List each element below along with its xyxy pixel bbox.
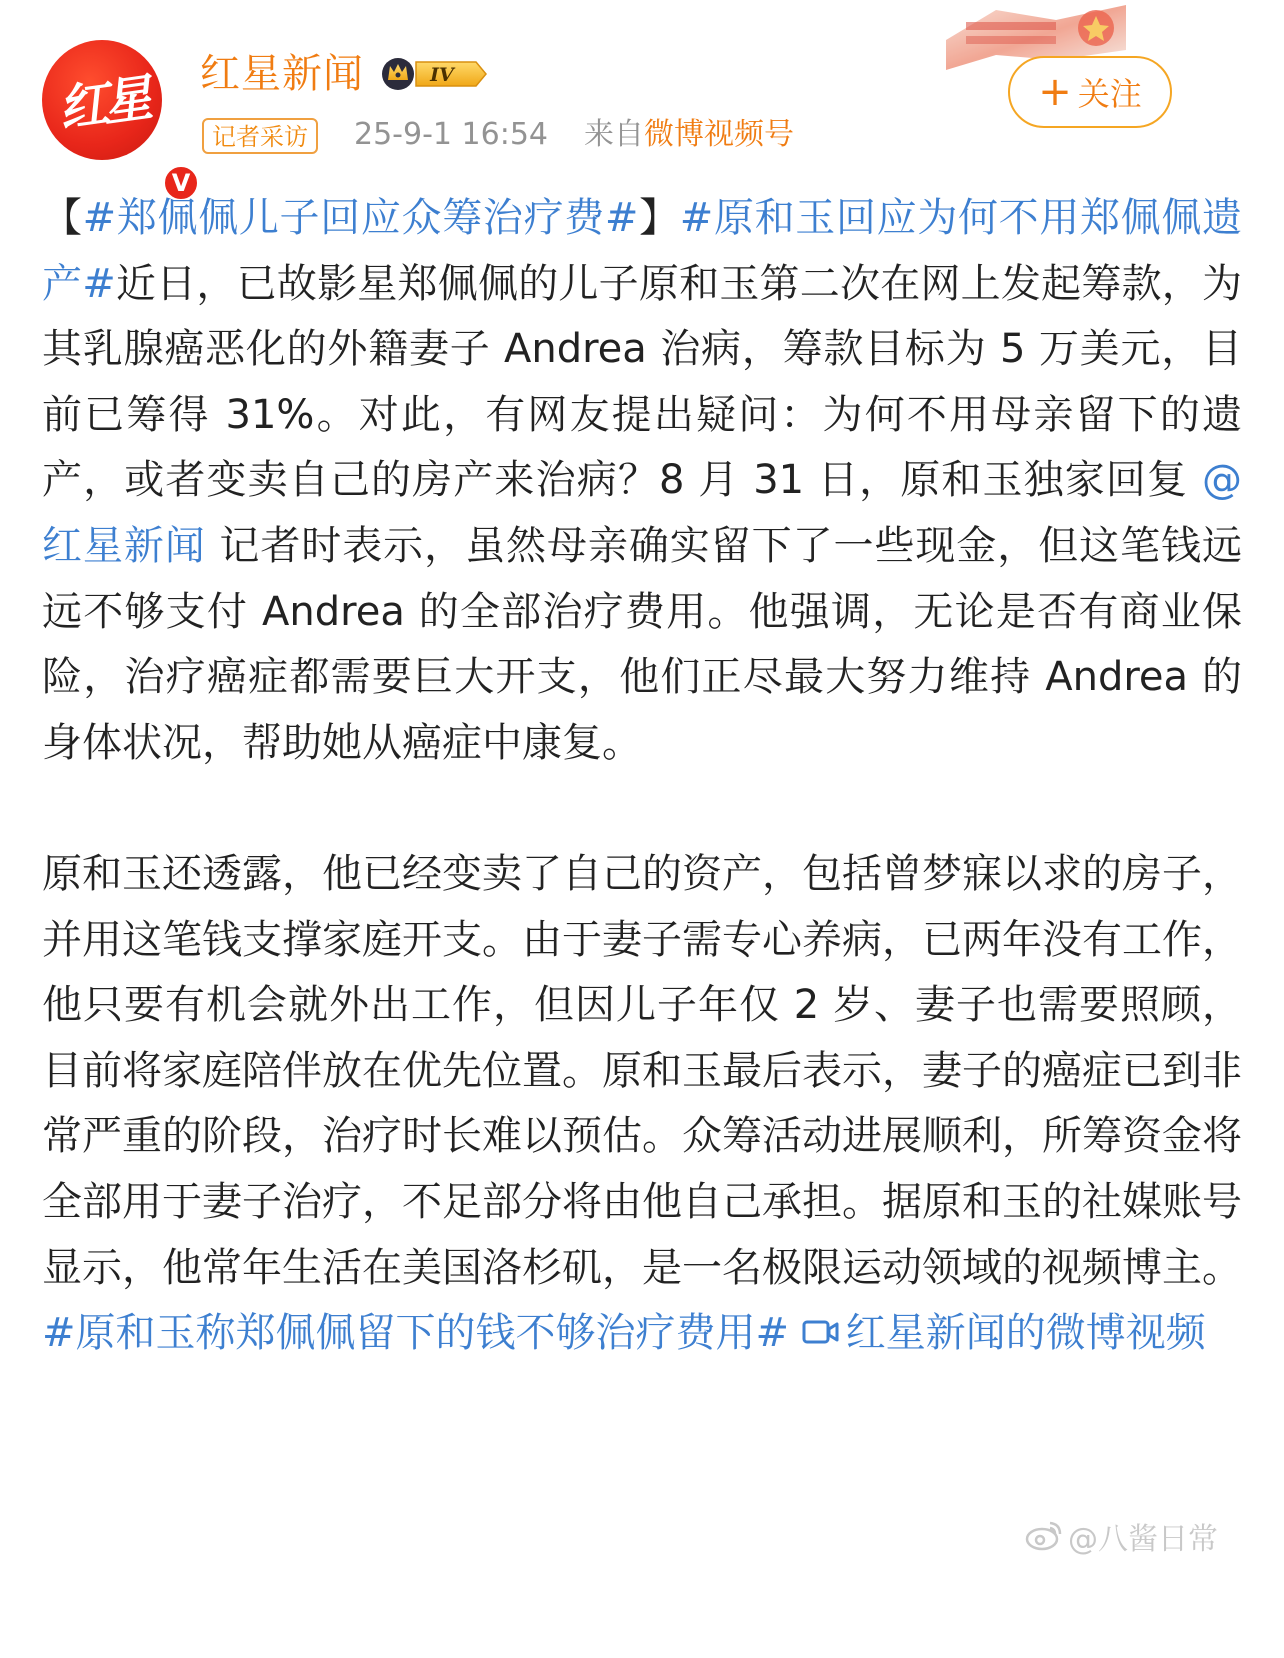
paragraph-2 [42,842,1242,1367]
watermark-text: @八酱日常 [1068,1522,1218,1557]
post-time: 25-9-1 16:54 [354,117,548,152]
source-link[interactable]: 微博视频号 [644,117,794,152]
mention-link[interactable]: @红星新闻 [42,457,1243,569]
paragraph-1 [42,186,1242,776]
follow-button[interactable] [1008,56,1172,128]
avatar[interactable] [42,40,191,197]
bracket-close: 】 [638,195,680,241]
bracket-open: 【 [42,195,83,241]
verified-badge-icon: V [162,164,200,202]
follow-label: 关注 [1077,75,1142,113]
body-text-2: 记者时表示，虽然母亲确实留下了一些现金，但这笔钱远远不够支付 Andrea 的全部治疗费用。他强调，无论是否有商业保险，治疗癌症都需要巨大开支，他们正尽最大努力维持 Andrea 的身体状况，帮助她从癌症中康复。 [42,522,1242,766]
post-source [584,112,794,158]
avatar-logo-text: 红星 [54,68,151,139]
body-text-1: 近日，已故影星郑佩佩的儿子原和玉第二次在网上发起筹款，为其乳腺癌恶化的外籍妻子 Andrea 治病，筹款目标为 5 万美元，目前已筹得 31%。对此，有网友提出疑问：为何不用母亲留下的遗产，或者变卖自己的房产来治病？8 月 31 日，原和玉独家回复 [42,260,1243,504]
watermark [1024,1514,1218,1558]
plus-icon: + [1038,69,1072,115]
topic-link-2[interactable]: #原和玉回应为何不用郑佩佩遗产# [42,195,1243,307]
post-content [42,186,1242,1367]
crown-level-icon[interactable] [380,56,488,92]
level-text: IV [430,64,454,86]
body-text-3: 原和玉还透露，他已经变卖了自己的资产，包括曾梦寐以求的房子，并用这笔钱支撑家庭开支。由于妻子需专心养病，已两年没有工作，他只要有机会就外出工作，但因儿子年仅 2 岁、妻子也需要照顾，目前将家庭陪伴放在优先位置。原和玉最后表示，妻子的癌症已到非常严重的阶段，治疗时长难以预估。众筹活动进展顺利，所筹资金将全部用于妻子治疗，不足部分将由他自己承担。据原和玉的社媒账号显示，他常年生活在美国洛杉矶，是一名极限运动领域的视频博主。 [42,850,1242,1291]
weibo-eye-icon [1024,1519,1064,1553]
source-prefix: 来自 [584,117,644,152]
account-name[interactable]: 红星新闻 [200,51,364,97]
post-header [0,0,1284,197]
video-camera-icon [802,1317,840,1347]
video-link-label: 红星新闻的微博视频 [845,1310,1206,1357]
topic-link-1[interactable]: #郑佩佩儿子回应众筹治疗费# [82,195,639,241]
reporter-interview-tag: 记者采访 [202,118,318,154]
topic-link-3[interactable]: #原和玉称郑佩佩留下的钱不够治疗费用# [42,1310,790,1357]
video-link[interactable] [802,1310,1206,1356]
